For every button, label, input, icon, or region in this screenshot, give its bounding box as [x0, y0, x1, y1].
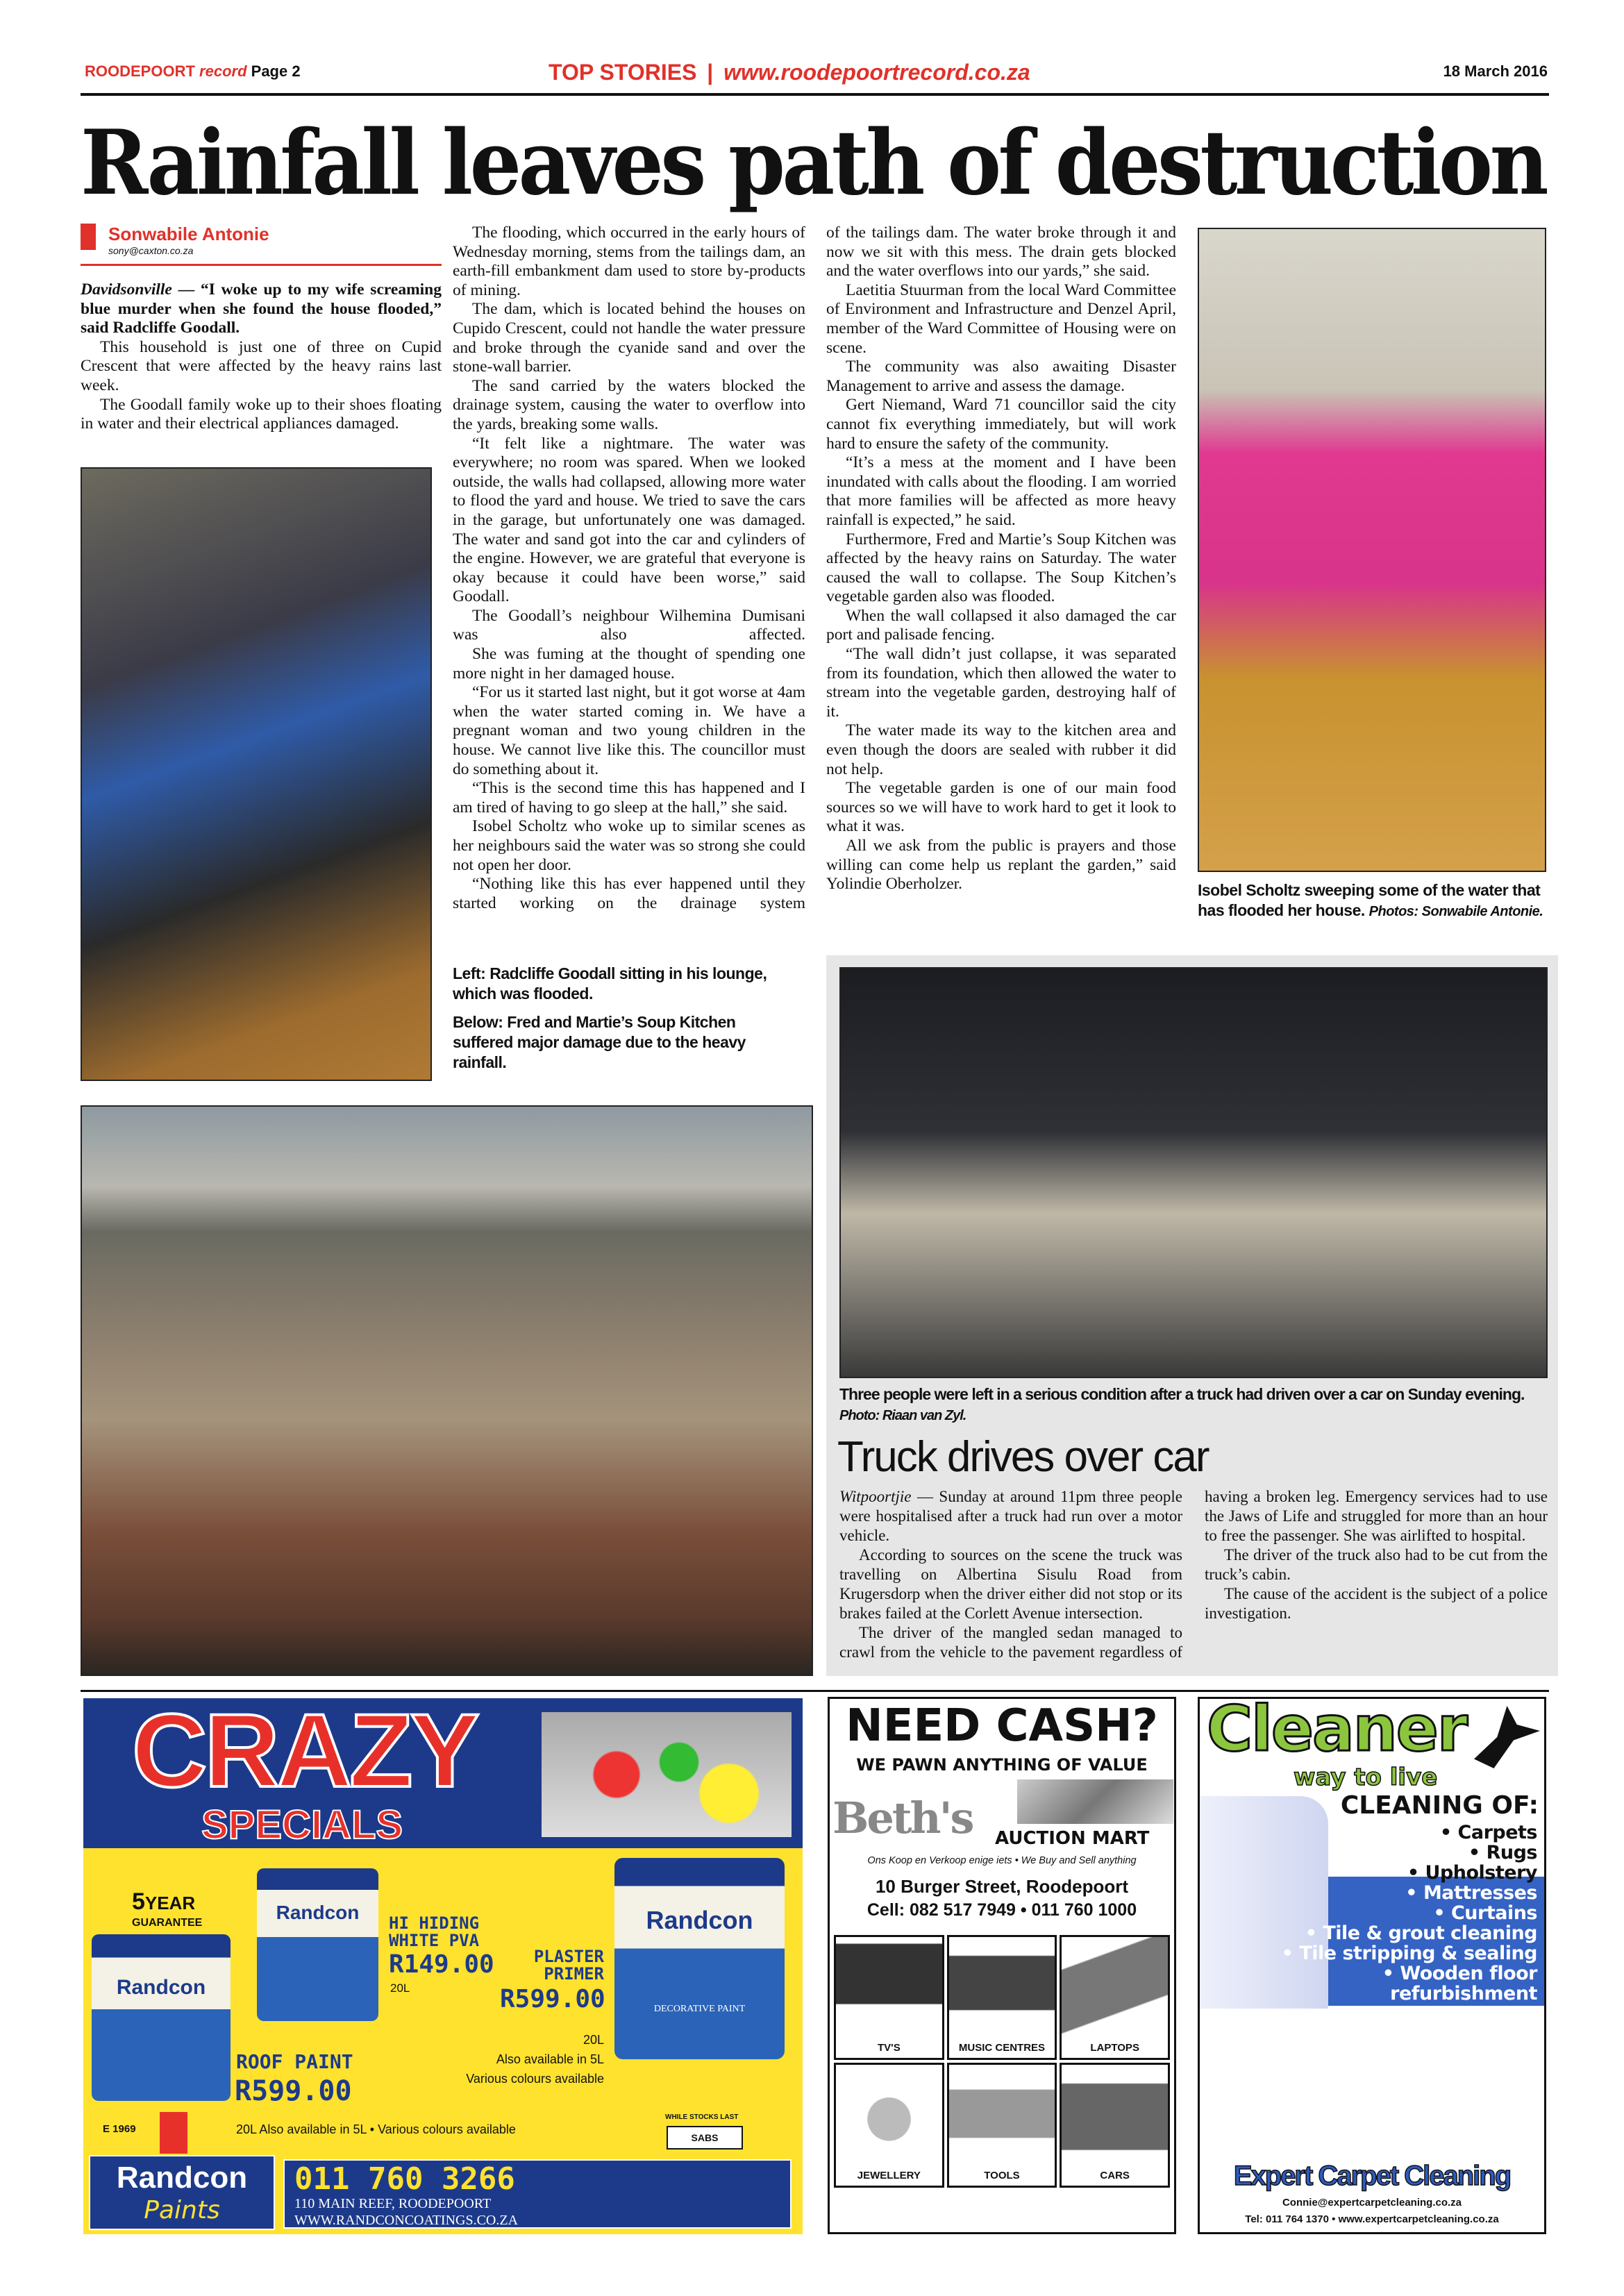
item-laptops: [1060, 1935, 1170, 2060]
bucket-label: DECORATIVE PAINT: [653, 2004, 746, 2014]
ad-beths[interactable]: [828, 1697, 1176, 2234]
article-column-2: [453, 224, 805, 913]
primer-size: 20L: [583, 2033, 604, 2047]
issue-date: 18 March 2016: [1443, 62, 1548, 80]
paragraph: Gert Niemand, Ward 71 councillor said the city cannot fix everything immediately, but will work hard to ensure the safety of the community.: [826, 396, 1176, 453]
lead-paragraph: [81, 280, 442, 338]
randcon-website[interactable]: WWW.RANDCONCOATINGS.CO.ZA: [294, 2213, 519, 2228]
caption-below: Below: Fred and Martie’s Soup Kitchen suffered major damage due to the heavy rainfall.: [453, 1013, 746, 1071]
service-item: • Mattresses: [1405, 1882, 1537, 1904]
paragraph: She was fuming at the thought of spending one more night in her damaged house.: [453, 645, 805, 682]
paragraph: When the wall collapsed it also damaged the car port and palisade fencing.: [826, 606, 1176, 644]
photo-soup-kitchen-wall: [81, 1105, 813, 1676]
guarantee-year: YEAR: [144, 1893, 196, 1913]
paragraph: The dam, which is located behind the houses on Cupido Crescent, could not handle the water pressure and broke through the cyanide sand and over the stone-wall barrier.: [453, 300, 805, 376]
ad-need-cash: NEED CASH?: [846, 1700, 1158, 1752]
paragraph: “It felt like a nightmare. The water was everywhere; no room was spared. When we looked outside, the walls had collapsed, allowing more water to flood the yard and house. We tried to save the cars in the garage, but unfortunately one was damaged. The water and sand got into the car and cylinders of the engine. However, we are grateful that everyone is okay because it could have been worse,” said Goodall.: [453, 434, 805, 606]
logo-randcon: Randcon: [116, 2161, 248, 2195]
photo-isobel-scholtz: [1198, 228, 1546, 872]
randcon-paints-logo: [89, 2155, 275, 2230]
primer-name: PLASTER PRIMER: [533, 1947, 604, 1984]
service-item: • Curtains: [1433, 1902, 1537, 1924]
truck-article: [839, 1487, 1548, 1662]
beths-phones[interactable]: Cell: 082 517 7949 • 011 760 1000: [867, 1900, 1137, 1920]
paragraph: The flooding, which occurred in the early hours of Wednesday morning, stems from the tailings dam, an earth-fill embankment dam used to store by-products of mining.: [453, 224, 805, 299]
primer-details: [430, 2030, 604, 2088]
caption-group: [453, 964, 800, 1073]
item-label: TV'S: [877, 2042, 901, 2054]
paragraph: Laetitia Stuurman from the local Ward Committee of Environment and Infrastructure and Denzel April, member of the Ward Committee of Housing were on scene.: [826, 280, 1176, 357]
paragraph: “The wall didn’t just collapse, it was separated from its foundation, which then allowed the water to stream into the vegetable garden, destroying half of it.: [826, 645, 1176, 721]
guarantee-label: GUARANTEE: [132, 1917, 203, 1929]
service-item: • Wooden floor: [1382, 1963, 1537, 1984]
beths-logo: Beth's: [832, 1793, 973, 1843]
lead-paragraph: [839, 1487, 1182, 1545]
roof-note: 20L Also available in 5L • Various colours available: [236, 2122, 516, 2136]
while-stocks-last: WHILE STOCKS LAST: [665, 2113, 739, 2121]
company-contact[interactable]: Tel: 011 764 1370 • www.expertcarpetcleaning.co.za: [1245, 2213, 1499, 2225]
item-label: MUSIC CENTRES: [958, 2042, 1046, 2054]
guarantee-number: 5: [132, 1888, 145, 1915]
cleaner-mascot-icon: [1474, 1706, 1540, 1768]
paragraph: The Goodall family woke up to their shoes floating in water and their electrical appliances damaged.: [81, 395, 442, 433]
primer-colours: Various colours available: [466, 2072, 604, 2086]
company-email[interactable]: Connie@expertcarpetcleaning.co.za: [1282, 2197, 1462, 2209]
auction-mart: AUCTION MART: [995, 1828, 1150, 1849]
service-item: • Tile stripping & sealing: [1281, 1943, 1537, 1964]
roof-price: R599.00: [235, 2075, 352, 2107]
caption-right: [1198, 880, 1548, 922]
primer-price: R599.00: [500, 1985, 605, 2013]
paragraph: The driver of the truck also had to be cut from the truck’s cabin.: [1205, 1546, 1548, 1583]
ad-expert-carpet-cleaning[interactable]: [1198, 1697, 1546, 2234]
roof-name: ROOF PAINT: [236, 2050, 353, 2073]
paper-name: ROODEPOORT: [85, 62, 195, 80]
service-item: • Carpets: [1439, 1822, 1537, 1843]
pawn-items-grid: [834, 1935, 1170, 2188]
dateline: Davidsonville: [81, 280, 172, 299]
paragraph: This household is just one of three on Cupid Crescent that were affected by the heavy rains last week.: [81, 337, 442, 394]
ad-crazy: CRAZY: [132, 1698, 477, 1809]
paragraph: The Goodall’s neighbour Wilhemina Dumisani was also affected.: [453, 606, 805, 644]
cleaning-heading: CLEANING OF:: [1340, 1791, 1539, 1820]
item-label: TOOLS: [984, 2170, 1020, 2181]
byline-name: Sonwabile Antonie: [108, 224, 269, 244]
services-list: [1282, 1822, 1537, 2004]
headline: Rainfall leaves path of destruction: [81, 111, 1546, 215]
bucket-brand: Randcon: [646, 1906, 753, 1934]
paragraph: The sand carried by the waters blocked the drainage system, causing the water to overflow into the yards, breaking some walls.: [453, 376, 805, 433]
paragraph: The cause of the accident is the subject of a police investigation.: [1205, 1585, 1548, 1622]
item-tools: [947, 2063, 1057, 2188]
item-tvs: [834, 1935, 944, 2060]
item-label: LAPTOPS: [1090, 2042, 1139, 2054]
paragraph: Furthermore, Fred and Martie’s Soup Kitchen was affected by the heavy rains on Saturday. The water caused the wall to collapse. The Soup Kitchen’s vegetable garden also was flooded.: [826, 530, 1176, 606]
paper-name-italic: record: [199, 62, 247, 80]
lead-text: — “I woke up to my wife screaming blue murder when she found the house flooded,” said Radcliffe Goodall.: [81, 280, 442, 337]
truck-headline: Truck drives over car: [837, 1433, 1209, 1481]
lead-text: — Sunday at around 11pm three people were hospitalised after a truck had run over a motor vehicle.: [839, 1488, 1182, 1544]
caption-left: Left: Radcliffe Goodall sitting in his lounge, which was flooded.: [453, 964, 767, 1003]
paint-bucket-pva: [257, 1868, 378, 2021]
paragraph: “Nothing like this has ever happened until they started working on the drainage system: [453, 875, 805, 912]
randcon-contact: [283, 2159, 792, 2229]
paragraph: “It’s a mess at the moment and I have been inundated with calls about the flooding. I am worried that more families will be affected as more heavy rainfall is expected,” he said.: [826, 453, 1176, 529]
paragraph: All we ask from the public is prayers and those willing can come help us replant the garden,” said Yolindie Oberholzer.: [826, 837, 1176, 894]
caption-text: Three people were left in a serious condition after a truck had driven over a car on Sunday evening.: [839, 1385, 1525, 1403]
bucket-brand: Randcon: [116, 1976, 206, 1999]
site-url[interactable]: www.roodepoortrecord.co.za: [723, 60, 1030, 85]
established: E 1969: [103, 2123, 136, 2135]
paint-bucket-primer: [614, 1858, 785, 2059]
cleaner-logo: Cleaner: [1207, 1697, 1467, 1766]
paragraph: According to sources on the scene the truck was travelling on Albertina Sisulu Road from Krugersdorp when the driver either did not stop or its brakes failed at the Corlett Avenue intersection.: [839, 1546, 1182, 1622]
dateline: Witpoortjie: [839, 1488, 912, 1505]
masthead-left: [85, 62, 301, 81]
masthead-rule: [81, 93, 1549, 96]
pva-size: 20L: [390, 1981, 410, 1995]
service-item: • Tile & grout cleaning: [1305, 1922, 1537, 1944]
cleaner-slogan: way to live: [1294, 1763, 1438, 1791]
article-column-3: [826, 224, 1176, 894]
photo-radcliffe-goodall: [81, 467, 432, 1081]
photo-credit: Photo: Riaan van Zyl.: [839, 1408, 966, 1423]
company-name: Expert Carpet Cleaning: [1233, 2161, 1511, 2191]
byline-email[interactable]: sony@caxton.co.za: [108, 245, 194, 256]
paragraph: The water made its way to the kitchen area and even though the doors are sealed with rubber it did not help.: [826, 721, 1176, 778]
item-music-centres: [947, 1935, 1057, 2060]
item-label: JEWELLERY: [857, 2170, 921, 2181]
ad-pawn: WE PAWN ANYTHING OF VALUE: [856, 1755, 1148, 1775]
randcon-address: 110 MAIN REEF, ROODEPOORT: [294, 2196, 492, 2211]
service-item: • Upholstery: [1407, 1862, 1537, 1884]
primer-also: Also available in 5L: [496, 2052, 604, 2066]
sabs-logo: SABS: [667, 2126, 743, 2150]
beths-address: 10 Burger Street, Roodepoort: [875, 1876, 1129, 1897]
paragraph: “This is the second time this has happened and I am tired of having to go sleep at the hall,” she said.: [453, 779, 805, 816]
section-label: TOP STORIES: [549, 60, 697, 85]
ads-rule: [81, 1690, 1549, 1692]
bucket-brand: Randcon: [276, 1902, 360, 1923]
item-jewellery: [834, 2063, 944, 2188]
paragraph: The community was also awaiting Disaster Management to arrive and assess the damage.: [826, 358, 1176, 395]
truck-caption: [839, 1384, 1548, 1426]
item-label: CARS: [1100, 2170, 1130, 2181]
pva-price: R149.00: [389, 1950, 494, 1979]
paint-bucket-roof: [92, 1934, 231, 2101]
item-cars: [1060, 2063, 1170, 2188]
article-column-1: [81, 280, 442, 434]
caption-text: Isobel Scholtz sweeping some of the water that has flooded her house.: [1198, 881, 1541, 919]
byline: [81, 224, 442, 266]
service-item: • Rugs: [1468, 1842, 1537, 1863]
cash-in-hand-image: [1017, 1779, 1173, 1824]
paragraph: The driver of the mangled sedan managed to crawl from the vehicle to the pavement regardless of having a broken leg. Emergency services had to use the Jaws of Life and struggled for more than an hour to free the passenger. She was airlifted to hospital.: [839, 1488, 1548, 1661]
photo-credit: Photos: Sonwabile Antonie.: [1368, 904, 1543, 919]
paragraph: The vegetable garden is one of our main food sources so we will have to work hard to get it look to what it was.: [826, 779, 1176, 836]
masthead-center: TOP STORIES | www.roodepoortrecord.co.za: [549, 60, 1030, 85]
beths-tagline: Ons Koop en Verkoop enige iets • We Buy and Sell anything: [867, 1855, 1137, 1866]
paragraph: Isobel Scholtz who woke up to similar scenes as her neighbours said the water was so strong she could not open her door.: [453, 817, 805, 874]
randcon-logo-flag: [160, 2112, 187, 2154]
paint-tins-image: [542, 1712, 792, 1837]
page-number: Page 2: [251, 62, 301, 80]
paragraph: of the tailings dam. The water broke through it and now we sit with this mess. The drain gets blocked and the water overflows into our yards,” she said.: [826, 224, 1176, 280]
truck-story-box: [826, 955, 1558, 1676]
service-item: refurbishment: [1390, 1983, 1537, 2004]
ad-specials: SPECIALS: [201, 1802, 403, 1847]
ad-randcon[interactable]: [83, 1698, 803, 2234]
pva-name: HI HIDING WHITE PVA: [389, 1913, 480, 1950]
randcon-phone[interactable]: 011 760 3266: [294, 2161, 515, 2197]
logo-paints: Paints: [144, 2196, 220, 2224]
byline-rule: [81, 264, 442, 266]
paragraph: “For us it started last night, but it got worse at 4am when the water started coming in. We have a pregnant woman and two young children in the house. We cannot live like this. The councillor must do something about it.: [453, 683, 805, 778]
guarantee-badge: [132, 1890, 202, 1932]
photo-truck-accident: [839, 967, 1548, 1378]
byline-marker: [81, 224, 96, 250]
